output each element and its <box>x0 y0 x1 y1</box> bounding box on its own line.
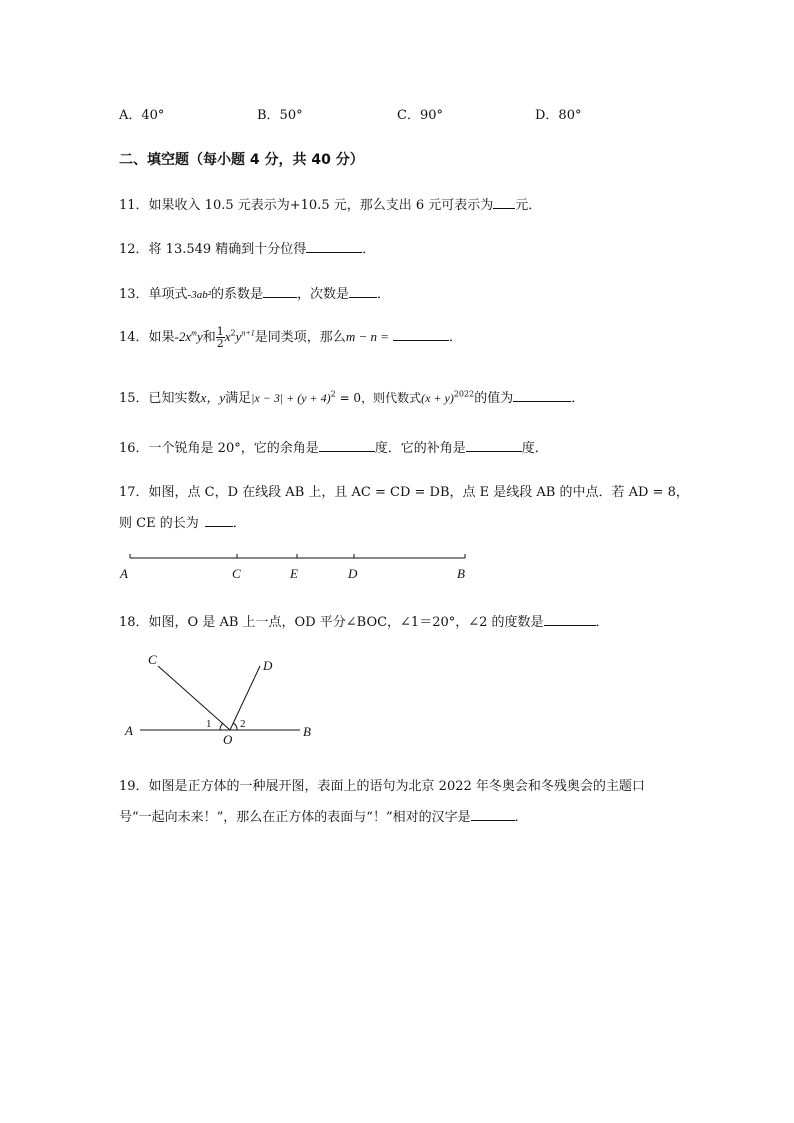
q15-cond-exp: 2 <box>330 389 336 399</box>
q16-blank-complement <box>319 439 375 452</box>
angle-2-arc <box>233 723 237 730</box>
q14-term1-tail: y <box>196 329 203 344</box>
q13-blank-coefficient <box>263 285 297 298</box>
q15-after-expr: 的值为 <box>474 391 514 406</box>
option-b: B．50° <box>257 108 303 123</box>
q14-term2: x <box>224 329 231 344</box>
q16-tail: 度． <box>521 441 548 456</box>
angle-figure <box>120 648 330 748</box>
q14-frac-num: 1 <box>216 325 224 338</box>
option-c: C．90° <box>397 108 443 123</box>
q13-tail: ． <box>377 287 391 302</box>
q14-term1: -2x <box>174 329 192 344</box>
q13-mid2: ，次数是 <box>297 287 350 302</box>
question-17-line1: 17．如图，点 C，D 在线段 AB 上，且 AC = CD = DB，点 E 是线段 AB 的中点．若 AD = 8， <box>119 485 689 500</box>
q14-and: 和 <box>202 330 216 345</box>
q15-cond: |x − 3| + (y + 4) <box>251 391 331 405</box>
q16-mid: 度．它的补角是 <box>374 441 466 456</box>
q14-term2-exp: 2 <box>230 328 236 338</box>
q13-mid: 的系数是 <box>211 287 264 302</box>
q13-expr: -3ab² <box>187 289 212 301</box>
q19-tail: ． <box>514 810 528 825</box>
option-d: D．80° <box>535 108 582 123</box>
q12-text: 12．将 13.549 精确到十分位得 <box>119 242 307 257</box>
q19-blank <box>471 808 515 821</box>
label-d: D <box>263 658 273 673</box>
q11-tail: 元． <box>515 198 542 213</box>
label-c: C <box>148 652 157 667</box>
question-13 <box>119 283 390 302</box>
label-o: O <box>223 732 233 747</box>
question-14 <box>119 326 462 349</box>
question-16 <box>119 437 548 456</box>
q17-tail: ． <box>232 516 246 531</box>
section-title: 二、填空题（每小题 4 分，共 40 分） <box>119 152 364 168</box>
question-18 <box>119 611 609 630</box>
q15-vars: x，y <box>200 390 226 405</box>
label-e: E <box>290 566 298 581</box>
label-angle-1: 1 <box>206 718 212 730</box>
label-c: C <box>232 566 241 581</box>
q14-mid: 是同类项，那么 <box>254 330 346 345</box>
label-b: B <box>303 724 311 739</box>
q11-text: 11．如果收入 10.5 元表示为+10.5 元，那么支出 6 元可表示为 <box>119 198 494 213</box>
question-15 <box>119 387 584 406</box>
question-19-line1: 19．如图是正方体的一种展开图，表面上的语句为北京 2022 年冬奥会和冬残奥会的主题口 <box>119 779 645 794</box>
q12-tail: ． <box>362 242 376 257</box>
ray-oc <box>158 666 230 730</box>
q15-expr: (x + y) <box>421 391 454 405</box>
q15-expr-exp: 2022 <box>453 389 475 399</box>
label-b: B <box>457 566 465 581</box>
q14-term2-y: y <box>235 329 242 344</box>
q14-blank <box>393 328 449 341</box>
q12-blank <box>306 240 362 253</box>
q16-blank-supplement <box>466 439 522 452</box>
q19-text: 号“一起向未来！”，那么在正方体的表面与“！”相对的汉字是 <box>119 810 471 825</box>
angle-1-arc <box>220 723 223 730</box>
q16-text: 16．一个锐角是 20°，它的余角是 <box>119 441 319 456</box>
q14-term2-yexp: n+1 <box>241 328 255 338</box>
q18-text: 18．如图，O 是 AB 上一点，OD 平分∠BOC，∠1＝20°，∠2 的度数是 <box>119 615 544 630</box>
q14-term1-exp: m <box>191 328 197 338</box>
question-17-line2 <box>119 512 246 531</box>
q15-blank <box>513 389 571 402</box>
q18-blank <box>544 613 596 626</box>
q13-blank-degree <box>349 285 377 298</box>
label-d: D <box>348 566 358 581</box>
label-a: A <box>125 723 133 738</box>
q15-tail: ． <box>571 391 585 406</box>
question-12 <box>119 238 375 257</box>
q15-cond-tail: = 0，则代数式 <box>335 391 422 405</box>
q14-frac-den: 2 <box>216 337 224 350</box>
q14-fraction <box>216 326 225 349</box>
q14-tail: ． <box>449 330 463 345</box>
q15-text: 15．已知实数 <box>119 391 201 406</box>
question-19-line2 <box>119 806 528 825</box>
q15-mid: 满足 <box>225 391 252 406</box>
label-angle-2: 2 <box>240 718 246 730</box>
label-a: A <box>120 566 128 581</box>
q18-tail: ． <box>595 615 609 630</box>
q14-text: 14．如果 <box>119 330 175 345</box>
option-a: A．40° <box>119 108 165 123</box>
q11-blank <box>493 196 515 209</box>
q14-expr: m − n = <box>345 329 389 344</box>
segment-figure <box>115 550 475 586</box>
q17-text: 则 CE 的长为 <box>119 516 199 531</box>
q13-text: 13．单项式 <box>119 287 188 302</box>
q17-blank <box>205 514 233 527</box>
question-11 <box>119 194 541 213</box>
